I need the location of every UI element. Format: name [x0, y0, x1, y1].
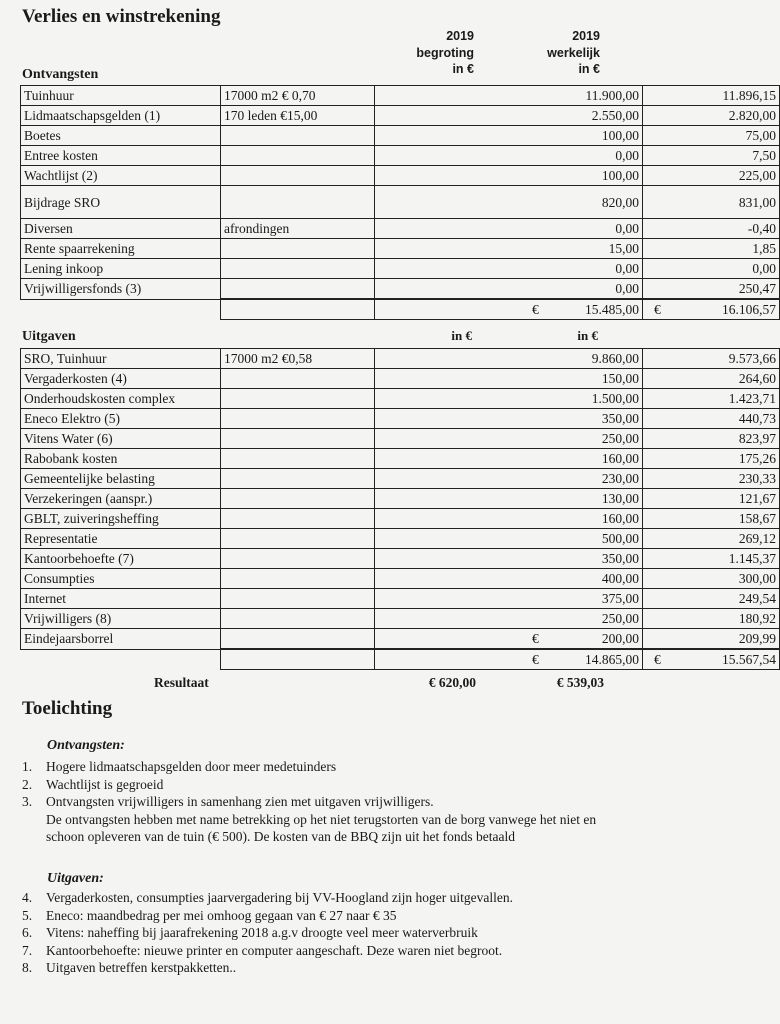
- row-label: Lidmaatschapsgelden (1): [21, 106, 221, 126]
- row-note: [221, 629, 375, 650]
- total-row: [21, 649, 780, 670]
- row-budget: 130,00: [375, 489, 643, 509]
- row-actual: 225,00: [643, 166, 780, 186]
- row-budget: 1.500,00: [375, 389, 643, 409]
- row-budget: 375,00: [375, 589, 643, 609]
- row-label: Vitens Water (6): [21, 429, 221, 449]
- row-note: [221, 569, 375, 589]
- row-label: Kantoorbehoefte (7): [21, 549, 221, 569]
- table-row: [21, 589, 780, 609]
- row-label: Entree kosten: [21, 146, 221, 166]
- table-row: [21, 469, 780, 489]
- row-budget: 0,00: [375, 279, 643, 300]
- actual-label: werkelijk: [547, 45, 600, 60]
- row-label: Representatie: [21, 529, 221, 549]
- note-text: Hogere lidmaatschapsgelden door meer medetuinders: [46, 759, 337, 774]
- row-actual: 2.820,00: [643, 106, 780, 126]
- expense-notes-heading: Uitgaven:: [47, 871, 104, 886]
- row-note: [221, 609, 375, 629]
- row-actual: 1.423,71: [643, 389, 780, 409]
- total-row: [21, 299, 780, 320]
- row-label: Rabobank kosten: [21, 449, 221, 469]
- row-label: Vrijwilligersfonds (3): [21, 279, 221, 300]
- row-note: [221, 589, 375, 609]
- page-title: Verlies en winstrekening: [22, 6, 221, 27]
- row-actual: 831,00: [643, 186, 780, 219]
- table-row: [21, 509, 780, 529]
- expenses-actual-unit: in €: [577, 328, 598, 343]
- row-budget: 350,00: [375, 549, 643, 569]
- table-row: [21, 186, 780, 219]
- row-budget: 230,00: [375, 469, 643, 489]
- row-actual: 440,73: [643, 409, 780, 429]
- row-note: [221, 549, 375, 569]
- row-note: [221, 369, 375, 389]
- row-budget: 350,00: [375, 409, 643, 429]
- note-number: 5.: [22, 907, 33, 923]
- total-budget: [375, 649, 643, 670]
- row-actual: 250,47: [643, 279, 780, 300]
- note-number: 3.: [22, 794, 33, 809]
- income-notes-heading: Ontvangsten:: [47, 738, 125, 753]
- total-spacer: [221, 649, 375, 670]
- row-actual: 823,97: [643, 429, 780, 449]
- row-budget: 100,00: [375, 166, 643, 186]
- expenses-table: [20, 348, 780, 670]
- total-empty: [21, 649, 221, 670]
- note-4: [22, 889, 712, 907]
- note-text: Wachtlijst is gegroeid: [46, 776, 164, 792]
- table-row: [21, 239, 780, 259]
- explanation-heading: Toelichting: [22, 698, 113, 719]
- total-actual: [643, 649, 780, 670]
- row-budget: 2.550,00: [375, 106, 643, 126]
- row-budget: 15,00: [375, 239, 643, 259]
- table-row: [21, 86, 780, 106]
- row-budget: 9.860,00: [375, 349, 643, 369]
- note-8: [22, 959, 712, 977]
- note-1: [22, 758, 712, 776]
- row-label: Rente spaarrekening: [21, 239, 221, 259]
- row-budget: 0,00: [375, 219, 643, 239]
- total-actual-value: 16.106,57: [722, 302, 776, 317]
- actual-unit: in €: [578, 62, 600, 76]
- note-5: [22, 907, 712, 925]
- total-spacer: [221, 299, 375, 320]
- actual-column-header: [520, 28, 600, 78]
- row-actual: 269,12: [643, 529, 780, 549]
- row-label: Tuinhuur: [21, 86, 221, 106]
- row-note: [221, 186, 375, 219]
- row-note: [221, 449, 375, 469]
- row-label: Bijdrage SRO: [21, 186, 221, 219]
- note-7: [22, 942, 712, 960]
- row-note: [221, 469, 375, 489]
- result-budget: € 620,00: [428, 675, 476, 690]
- table-row: [21, 389, 780, 409]
- row-label: Internet: [21, 589, 221, 609]
- total-actual-value: 15.567,54: [722, 652, 776, 667]
- row-budget: 250,00: [375, 609, 643, 629]
- row-actual: -0,40: [643, 219, 780, 239]
- row-label: Diversen: [21, 219, 221, 239]
- row-budget: 400,00: [375, 569, 643, 589]
- note-text: Eneco: maandbedrag per mei omhoog gegaan van € 27 naar € 35: [46, 907, 397, 923]
- row-note: [221, 389, 375, 409]
- row-label: GBLT, zuiveringsheffing: [21, 509, 221, 529]
- note-number: 7.: [22, 942, 33, 958]
- row-budget: 0,00: [375, 259, 643, 279]
- currency-symbol: €: [654, 302, 661, 317]
- row-budget: 160,00: [375, 509, 643, 529]
- row-note: [221, 489, 375, 509]
- budget-value: 200,00: [601, 631, 639, 646]
- row-note: [221, 146, 375, 166]
- total-empty: [21, 299, 221, 320]
- note-number: 4.: [22, 890, 33, 905]
- note-continuation: schoon opleveren van de tuin (€ 500). De kosten van de BBQ zijn uit het fonds betaald: [46, 829, 516, 844]
- row-actual: 264,60: [643, 369, 780, 389]
- row-budget: 250,00: [375, 429, 643, 449]
- row-label: Boetes: [21, 126, 221, 146]
- table-row: [21, 126, 780, 146]
- note-number: 1.: [22, 759, 33, 774]
- row-actual: 1.145,37: [643, 549, 780, 569]
- row-label: SRO, Tuinhuur: [21, 349, 221, 369]
- table-row: [21, 369, 780, 389]
- table-row: [21, 279, 780, 300]
- row-budget: 0,00: [375, 146, 643, 166]
- currency-symbol: €: [532, 302, 539, 317]
- row-note: 17000 m2 €0,58: [221, 349, 375, 369]
- total-budget: [375, 299, 643, 320]
- note-text: Ontvangsten vrijwilligers in samenhang zien met uitgaven vrijwilligers.: [46, 794, 434, 809]
- row-note: [221, 166, 375, 186]
- row-note: [221, 239, 375, 259]
- row-budget: 160,00: [375, 449, 643, 469]
- row-label: Vergaderkosten (4): [21, 369, 221, 389]
- result-label: Resultaat: [154, 675, 209, 690]
- row-note: [221, 259, 375, 279]
- row-actual: 209,99: [643, 629, 780, 650]
- row-note: [221, 429, 375, 449]
- note-3: [22, 793, 712, 846]
- currency-symbol: €: [532, 652, 539, 667]
- note-continuation: De ontvangsten hebben met name betrekking op het niet terugstorten van de borg vanwege het niet en: [46, 811, 597, 827]
- row-actual: 75,00: [643, 126, 780, 146]
- row-note: 170 leden €15,00: [221, 106, 375, 126]
- table-row: [21, 549, 780, 569]
- table-row: [21, 349, 780, 369]
- note-number: 6.: [22, 925, 33, 940]
- row-label: Wachtlijst (2): [21, 166, 221, 186]
- table-row: [21, 259, 780, 279]
- row-actual: 1,85: [643, 239, 780, 259]
- row-label: Verzekeringen (aanspr.): [21, 489, 221, 509]
- row-label: Vrijwilligers (8): [21, 609, 221, 629]
- expenses-budget-unit: in €: [451, 328, 472, 343]
- note-6: [22, 924, 712, 942]
- row-note: afrondingen: [221, 219, 375, 239]
- table-row: [21, 529, 780, 549]
- row-actual: 7,50: [643, 146, 780, 166]
- note-text: Vitens: naheffing bij jaarafrekening 2018 a.g.v droogte veel meer waterverbruik: [46, 925, 478, 940]
- row-note: 17000 m2 € 0,70: [221, 86, 375, 106]
- table-row: [21, 106, 780, 126]
- income-table: [20, 85, 780, 320]
- row-budget: 100,00: [375, 126, 643, 146]
- note-text: Kantoorbehoefte: nieuwe printer en computer aangeschaft. Deze waren niet begroot.: [46, 942, 503, 958]
- total-budget-value: 15.485,00: [585, 302, 639, 317]
- currency-symbol: €: [532, 631, 539, 646]
- row-note: [221, 529, 375, 549]
- row-budget: [375, 629, 643, 650]
- income-heading: Ontvangsten: [22, 67, 99, 82]
- row-budget: 500,00: [375, 529, 643, 549]
- table-row: [21, 629, 780, 650]
- table-row: [21, 489, 780, 509]
- row-actual: 0,00: [643, 259, 780, 279]
- table-row: [21, 409, 780, 429]
- note-text: Uitgaven betreffen kerstpakketten..: [46, 960, 237, 975]
- row-label: Onderhoudskosten complex: [21, 389, 221, 409]
- row-note: [221, 279, 375, 300]
- table-row: [21, 569, 780, 589]
- table-row: [21, 219, 780, 239]
- result-actual: € 539,03: [556, 675, 604, 690]
- row-budget: 150,00: [375, 369, 643, 389]
- row-actual: 175,26: [643, 449, 780, 469]
- total-actual: [643, 299, 780, 320]
- table-row: [21, 609, 780, 629]
- row-label: Consumpties: [21, 569, 221, 589]
- table-row: [21, 146, 780, 166]
- row-label: Gemeentelijke belasting: [21, 469, 221, 489]
- actual-year: 2019: [572, 29, 600, 43]
- note-number: 8.: [22, 960, 33, 975]
- budget-label: begroting: [416, 45, 474, 60]
- row-actual: 158,67: [643, 509, 780, 529]
- row-note: [221, 509, 375, 529]
- row-actual: 9.573,66: [643, 349, 780, 369]
- row-label: Eneco Elektro (5): [21, 409, 221, 429]
- row-budget: 820,00: [375, 186, 643, 219]
- expenses-heading: Uitgaven: [22, 329, 76, 344]
- table-row: [21, 429, 780, 449]
- total-budget-value: 14.865,00: [585, 652, 639, 667]
- row-actual: 121,67: [643, 489, 780, 509]
- budget-unit: in €: [452, 62, 474, 76]
- row-actual: 249,54: [643, 589, 780, 609]
- row-actual: 180,92: [643, 609, 780, 629]
- row-actual: 300,00: [643, 569, 780, 589]
- row-label: Lening inkoop: [21, 259, 221, 279]
- note-number: 2.: [22, 776, 33, 792]
- currency-symbol: €: [654, 652, 661, 667]
- row-note: [221, 409, 375, 429]
- table-row: [21, 166, 780, 186]
- budget-column-header: [400, 28, 474, 78]
- row-budget: 11.900,00: [375, 86, 643, 106]
- income-notes-list: [22, 758, 712, 846]
- expense-notes-list: [22, 889, 712, 977]
- row-actual: 230,33: [643, 469, 780, 489]
- budget-year: 2019: [446, 29, 474, 43]
- note-text: Vergaderkosten, consumpties jaarvergadering bij VV-Hoogland zijn hoger uitgevallen.: [46, 890, 514, 905]
- row-note: [221, 126, 375, 146]
- row-actual: 11.896,15: [643, 86, 780, 106]
- table-row: [21, 449, 780, 469]
- note-2: [22, 776, 712, 794]
- row-label: Eindejaarsborrel: [21, 629, 221, 650]
